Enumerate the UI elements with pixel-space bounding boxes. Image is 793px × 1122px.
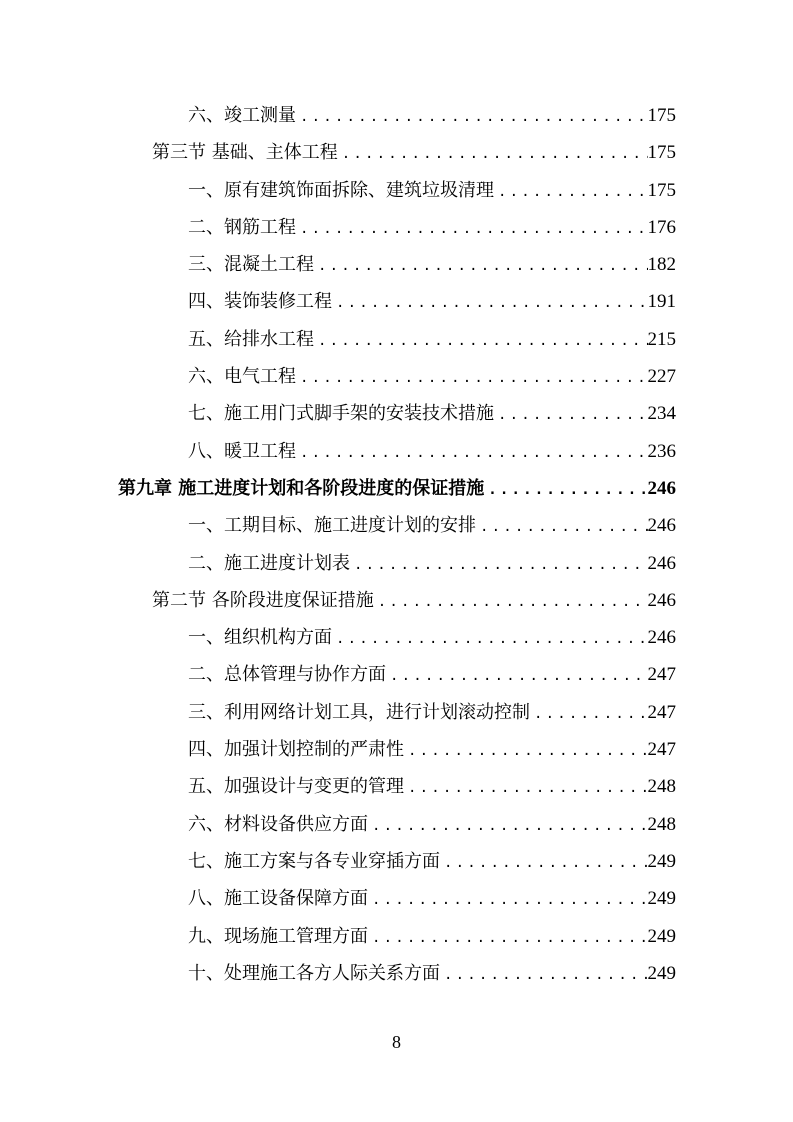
toc-leader-dots: [296, 221, 648, 237]
toc-entry-title: 一、原有建筑饰面拆除、建筑垃圾清理: [188, 179, 494, 201]
toc-entry-page: 182: [647, 254, 676, 276]
toc-leader-dots: [476, 519, 648, 535]
toc-leader-dots: [332, 295, 648, 311]
toc-entry[interactable]: [118, 810, 676, 847]
toc-leader-dots: [296, 109, 648, 125]
toc-entry[interactable]: [118, 586, 676, 623]
toc-entry-page: 249: [647, 962, 676, 984]
toc-leader-dots: [368, 818, 648, 834]
toc-entry-page: 247: [647, 664, 676, 686]
toc-leader-dots: [332, 631, 648, 647]
toc-entry[interactable]: [118, 362, 676, 399]
toc-entry[interactable]: [118, 772, 676, 809]
table-of-contents: [118, 101, 676, 996]
toc-leader-dots: [404, 743, 648, 759]
toc-entry-title: 一、组织机构方面: [188, 627, 332, 649]
toc-entry-title: 六、电气工程: [188, 366, 296, 388]
toc-entry[interactable]: [118, 549, 676, 586]
toc-entry-title: 三、混凝土工程: [188, 254, 314, 276]
toc-entry-page: 175: [647, 105, 676, 126]
toc-entry-title: 六、竣工测量: [188, 105, 296, 126]
toc-entry[interactable]: [118, 437, 676, 474]
toc-entry-title: 二、总体管理与协作方面: [188, 664, 386, 686]
toc-entry[interactable]: [118, 884, 676, 921]
toc-entry-page: 175: [647, 142, 676, 164]
toc-entry-page: 246: [647, 552, 676, 574]
toc-entry[interactable]: [118, 623, 676, 660]
toc-entry-page: 247: [647, 739, 676, 761]
toc-entry[interactable]: [118, 698, 676, 735]
toc-entry[interactable]: [118, 250, 676, 287]
toc-entry-page: 249: [647, 925, 676, 947]
toc-entry-page: 227: [647, 366, 676, 388]
toc-entry-title: 十、处理施工各方人际关系方面: [188, 962, 440, 984]
toc-leader-dots: [314, 258, 648, 274]
toc-leader-dots: [296, 445, 648, 461]
toc-entry-title: 八、施工设备保障方面: [188, 888, 368, 910]
toc-entry-title: 九、现场施工管理方面: [188, 925, 368, 947]
toc-entry-page: 248: [647, 813, 676, 835]
toc-entry-title: 第三节 基础、主体工程: [152, 142, 338, 164]
toc-entry-title: 八、暖卫工程: [188, 440, 296, 462]
toc-entry-page: 248: [647, 776, 676, 798]
toc-entry[interactable]: [118, 213, 676, 250]
toc-entry[interactable]: [118, 138, 676, 175]
toc-entry-page: 234: [647, 403, 676, 425]
toc-entry-title: 二、施工进度计划表: [188, 552, 350, 574]
toc-entry-title: 七、施工用门式脚手架的安装技术措施: [188, 403, 494, 425]
toc-leader-dots: [440, 855, 648, 871]
toc-entry-page: 246: [647, 477, 676, 499]
toc-leader-dots: [494, 184, 648, 200]
toc-entry[interactable]: [118, 474, 676, 511]
toc-entry-page: 191: [647, 291, 676, 313]
toc-entry[interactable]: [118, 922, 676, 959]
toc-leader-dots: [314, 333, 648, 349]
toc-leader-dots: [440, 967, 648, 983]
toc-entry-page: 175: [647, 179, 676, 201]
toc-entry[interactable]: [118, 847, 676, 884]
toc-entry-title: 五、加强设计与变更的管理: [188, 776, 404, 798]
toc-leader-dots: [386, 668, 648, 684]
toc-entry[interactable]: [118, 325, 676, 362]
toc-entry-title: 四、加强计划控制的严肃性: [188, 739, 404, 761]
toc-entry-page: 246: [647, 589, 676, 611]
toc-entry-title: 二、钢筋工程: [188, 216, 296, 238]
toc-entry[interactable]: [118, 101, 676, 138]
toc-entry[interactable]: [118, 287, 676, 324]
toc-entry[interactable]: [118, 660, 676, 697]
toc-entry-title: 四、装饰装修工程: [188, 291, 332, 313]
toc-entry[interactable]: [118, 511, 676, 548]
toc-entry-title: 七、施工方案与各专业穿插方面: [188, 850, 440, 872]
page-number: 8: [392, 1032, 401, 1052]
toc-entry-title: 五、给排水工程: [188, 328, 314, 350]
toc-entry-page: 249: [647, 850, 676, 872]
toc-entry-title: 六、材料设备供应方面: [188, 813, 368, 835]
toc-entry-page: 247: [647, 701, 676, 723]
toc-entry-title: 三、利用网络计划工具，进行计划滚动控制: [188, 701, 530, 723]
toc-entry-page: 246: [647, 515, 676, 537]
toc-leader-dots: [374, 594, 648, 610]
toc-entry[interactable]: [118, 959, 676, 996]
toc-entry-title: 第二节 各阶段进度保证措施: [152, 589, 374, 611]
toc-entry[interactable]: [118, 399, 676, 436]
toc-leader-dots: [484, 482, 647, 498]
toc-leader-dots: [368, 892, 648, 908]
toc-entry[interactable]: [118, 176, 676, 213]
toc-leader-dots: [404, 780, 648, 796]
toc-leader-dots: [368, 930, 648, 946]
toc-entry-title: 第九章 施工进度计划和各阶段进度的保证措施: [118, 477, 485, 499]
toc-leader-dots: [494, 407, 648, 423]
toc-leader-dots: [296, 370, 648, 386]
toc-leader-dots: [338, 146, 648, 162]
toc-entry-title: 一、工期目标、施工进度计划的安排: [188, 515, 476, 537]
toc-entry-page: 246: [647, 627, 676, 649]
toc-leader-dots: [530, 706, 648, 722]
toc-entry-page: 249: [647, 888, 676, 910]
toc-entry-page: 236: [647, 440, 676, 462]
toc-leader-dots: [350, 557, 648, 573]
toc-entry[interactable]: [118, 735, 676, 772]
toc-entry-page: 215: [647, 328, 676, 350]
toc-entry-page: 176: [647, 216, 676, 238]
